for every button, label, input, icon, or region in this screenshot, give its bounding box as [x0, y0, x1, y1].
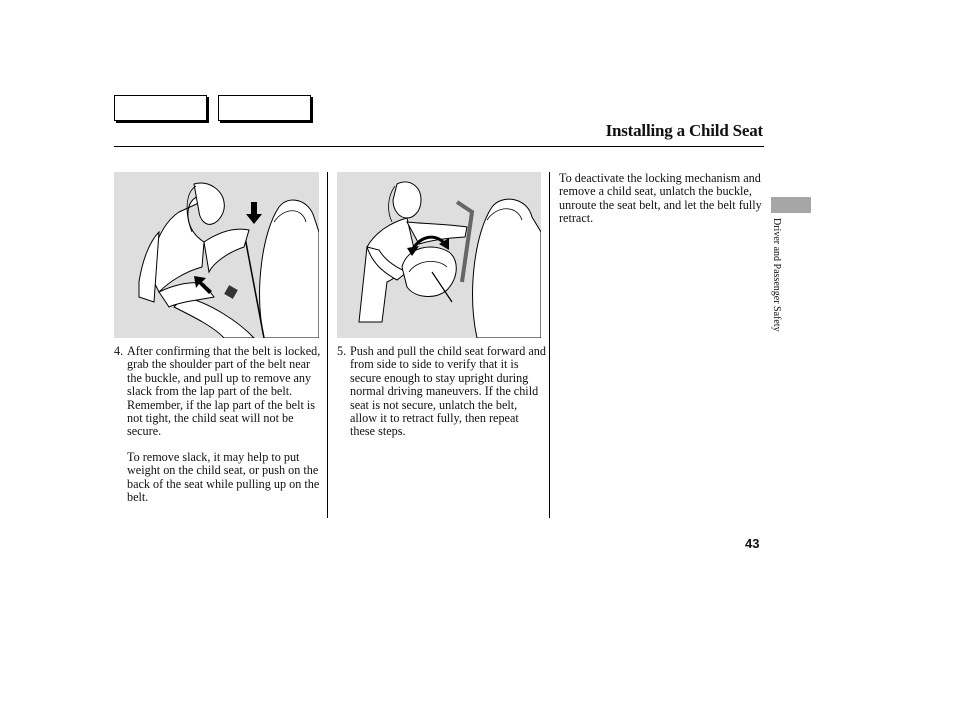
- step-number: 4.: [114, 344, 124, 358]
- nav-button-index[interactable]: [218, 95, 311, 121]
- column-divider: [327, 172, 328, 518]
- column-divider: [549, 172, 550, 518]
- person-pulling-shoulder-belt-illustration: [114, 172, 319, 338]
- page-number: 43: [745, 536, 760, 551]
- step-text: After confirming that the belt is locked, grab the shoulder part of the belt near the buckle, and pull up to remove any slack from the lap part of the belt. Remember, if the lap part of the belt is not tight, the child seat will not be secure.: [127, 344, 321, 439]
- title-rule: [114, 146, 764, 147]
- deactivate-note: To deactivate the locking mechanism and remove a child seat, unlatch the buckle, unroute the seat belt, and let the belt fully retract.: [559, 171, 762, 226]
- section-tab-marker[interactable]: [771, 197, 811, 213]
- step-number: 5.: [337, 344, 347, 358]
- nav-button-main-menu[interactable]: [114, 95, 207, 121]
- person-rocking-child-seat-illustration: [337, 172, 541, 338]
- page-title: Installing a Child Seat: [605, 121, 763, 140]
- step-4-tip: To remove slack, it may help to put weight on the child seat, or push on the back of the seat while pulling up on the belt.: [127, 450, 320, 505]
- section-label: Driver and Passenger Safety: [771, 218, 782, 332]
- step-text: Push and pull the child seat forward and from side to side to verify that it is secure enough to stay upright during normal driving maneuvers. If the child seat is not secure, unlatch the belt, allow it to retract fully, then repeat these steps.: [350, 344, 546, 439]
